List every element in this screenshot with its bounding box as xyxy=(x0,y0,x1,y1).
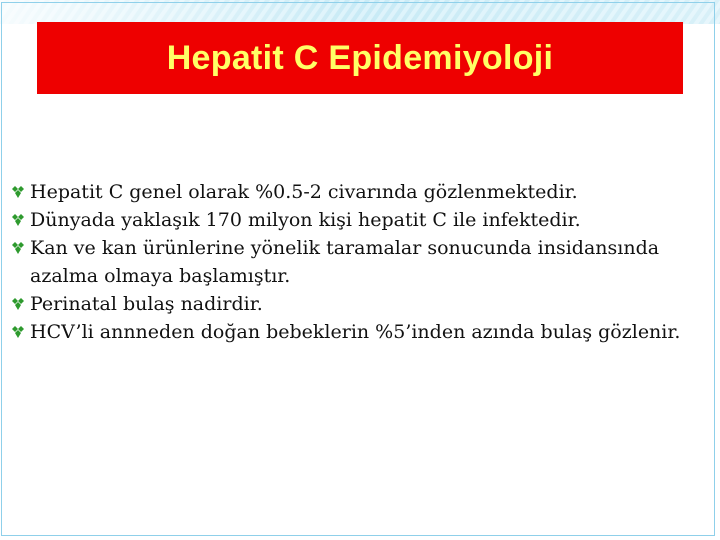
bullet-text: HCV’li annneden doğan bebeklerin %5’inden azında bulaş gözlenir. xyxy=(30,321,681,343)
green-diamond-bullet-icon xyxy=(10,241,26,255)
bullet-text: Perinatal bulaş nadirdir. xyxy=(30,293,263,315)
bullet-text: Kan ve kan ürünlerine yönelik taramalar sonucunda insidansında azalma olmaya başlamıştır. xyxy=(30,237,660,287)
bullet-item xyxy=(10,178,700,206)
green-diamond-bullet-icon xyxy=(10,213,26,227)
bullet-text: Dünyada yaklaşık 170 milyon kişi hepatit C ile infektedir. xyxy=(30,209,581,231)
bullet-item xyxy=(10,290,700,318)
bullet-text: Hepatit C genel olarak %0.5-2 civarında gözlenmektedir. xyxy=(30,181,578,203)
bullet-item xyxy=(10,206,700,234)
bullet-item xyxy=(10,234,700,290)
bullet-item xyxy=(10,318,700,346)
title-banner xyxy=(37,22,683,94)
slide-title: Hepatit C Epidemiyoloji xyxy=(166,38,554,77)
green-diamond-bullet-icon xyxy=(10,325,26,339)
green-diamond-bullet-icon xyxy=(10,185,26,199)
bullet-list xyxy=(10,178,700,346)
green-diamond-bullet-icon xyxy=(10,297,26,311)
